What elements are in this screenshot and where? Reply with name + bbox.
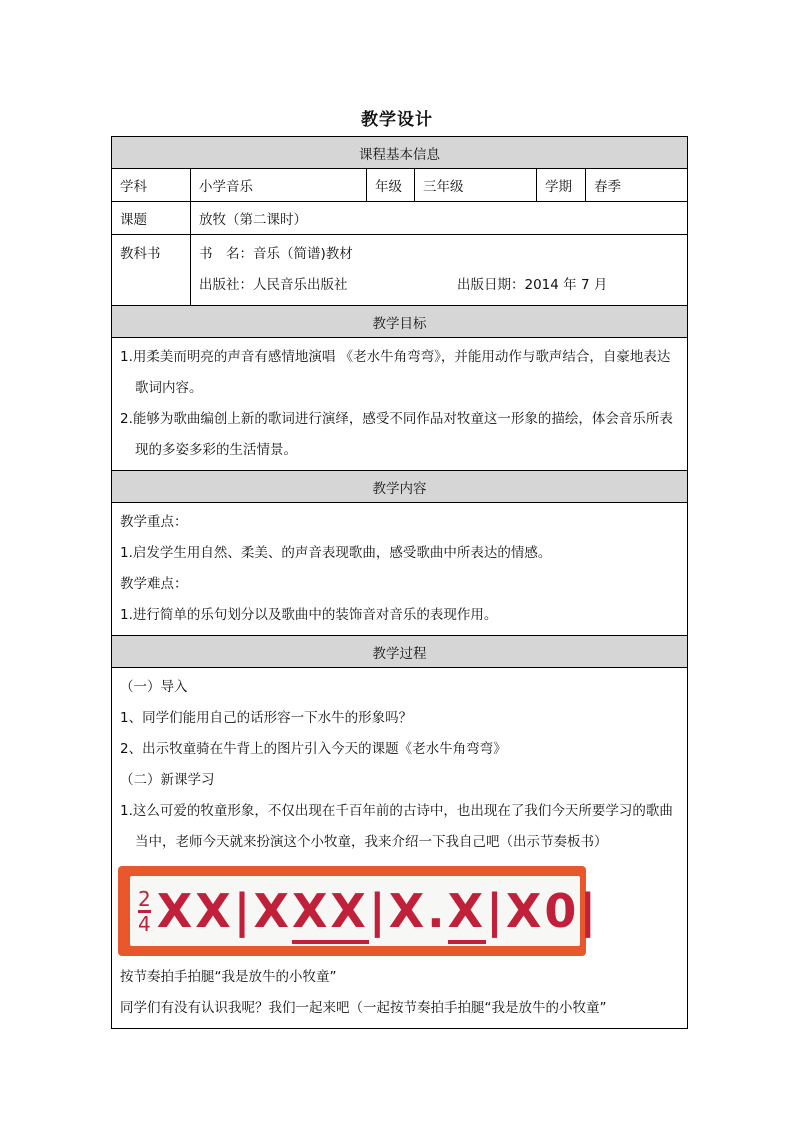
basic-info-header: 课程基本信息: [112, 137, 688, 169]
rhythm-measure-3a: X.: [388, 884, 448, 938]
subject-label: 学科: [112, 169, 191, 202]
rhythm-measure-4: X0|: [505, 884, 600, 938]
subject-value: 小学音乐: [191, 169, 367, 202]
objective-item-1: 1.用柔美而明亮的声音有感情地演唱 《老水牛角弯弯》，并能用动作与歌声结合，自豪地表达歌词内容。: [120, 349, 671, 396]
clap-instruction: 按节奏拍手拍腿“我是放牛的小牧童”: [120, 969, 337, 985]
intro-question-2: 2、出示牧童骑在牛背上的图片引入今天的课题《老水牛角弯弯》: [120, 741, 507, 757]
content-header-row: [112, 471, 688, 503]
rhythm-measure-3c: |: [486, 884, 506, 938]
objectives-header: 教学目标: [112, 306, 688, 338]
process-header: 教学过程: [112, 636, 688, 668]
key-point-item: 1.启发学生用自然、柔美、的声音表现歌曲，感受歌曲中所表达的情感。: [120, 545, 552, 561]
objective-item-2: 2.能够为歌曲编创上新的歌词进行演绎，感受不同作品对牧童这一形象的描绘，体会音乐所表现的多姿多彩的生活情景。: [120, 411, 673, 458]
textbook-info-cell: [191, 235, 688, 306]
content-row: [112, 503, 688, 636]
topic-label: 课题: [112, 202, 191, 235]
topic-value: 放牧（第二课时）: [191, 202, 688, 235]
process-header-row: [112, 636, 688, 668]
content-cell: [112, 503, 688, 636]
section-new-lesson: （二）新课学习: [120, 772, 215, 788]
rhythm-board-card: [130, 876, 600, 946]
objectives-cell: [112, 338, 688, 471]
term-label: 学期: [537, 169, 586, 202]
difficulty-label: 教学难点：: [120, 576, 188, 592]
intro-question-1: 1、同学们能用自己的话形容一下水牛的形象吗？: [120, 710, 413, 726]
topic-row: [112, 202, 688, 235]
rhythm-measure-3b: X: [448, 884, 486, 944]
rhythm-measure-2c: |: [368, 884, 389, 938]
process-cell: [112, 668, 688, 1029]
new-lesson-paragraph: 1.这么可爱的牧童形象，不仅出现在千百年前的古诗中，也出现在了我们今天所要学习的歌曲当中，老师今天就来扮演这个小牧童，我来介绍一下我自己吧（出示节奏板书）: [120, 803, 673, 850]
document-title: 教学设计: [361, 110, 433, 130]
textbook-label-cell: [112, 235, 191, 306]
basic-info-header-row: [112, 137, 688, 169]
term-value: 春季: [586, 169, 688, 202]
grade-label: 年级: [367, 169, 415, 202]
rhythm-measure-1: XX|: [156, 884, 254, 938]
book-name: 书 名：音乐（简谱)教材: [199, 246, 353, 262]
objectives-header-row: [112, 306, 688, 338]
time-signature-bottom: 4: [138, 911, 151, 936]
clap-together: 同学们有没有认识我呢？我们一起来吧（一起按节奏拍手拍腿“我是放牛的小牧童”: [120, 1000, 607, 1016]
process-row: [112, 668, 688, 1029]
rhythm-measure-2a: X: [253, 884, 292, 938]
lesson-plan-table: [111, 136, 688, 1029]
time-signature-top: 2: [138, 886, 151, 911]
section-intro: （一）导入: [120, 679, 188, 695]
rhythm-notation: [156, 884, 600, 938]
publisher: 出版社：人民音乐出版社: [199, 277, 348, 293]
content-header: 教学内容: [112, 471, 688, 503]
rhythm-board-image: [118, 866, 600, 956]
grade-value: 三年级: [415, 169, 537, 202]
publish-date: 出版日期：2014 年 7 月: [457, 277, 608, 293]
time-signature: [138, 886, 151, 936]
objectives-row: [112, 338, 688, 471]
rhythm-measure-2b: XX: [292, 884, 369, 944]
textbook-label: 教科书: [120, 246, 161, 262]
publisher-line: [199, 270, 679, 301]
difficulty-item: 1.进行简单的乐句划分以及歌曲中的装饰音对音乐的表现作用。: [120, 607, 498, 623]
subject-row: [112, 169, 688, 202]
textbook-row: [112, 235, 688, 306]
key-points-label: 教学重点：: [120, 514, 188, 530]
